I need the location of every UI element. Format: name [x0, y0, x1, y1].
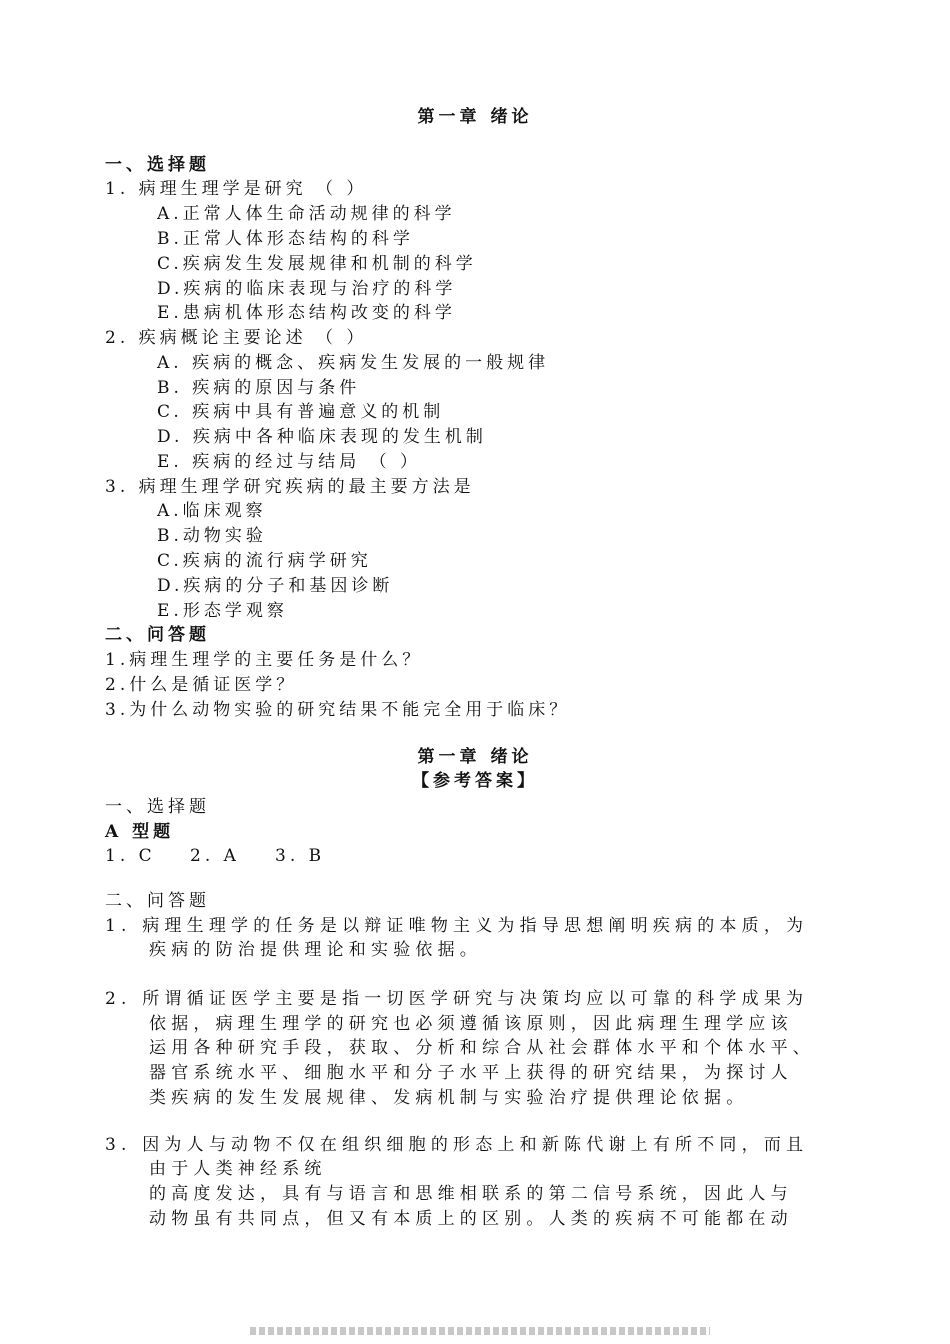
answer-1-line: 疾病的防治提供理论和实验依据。 [149, 940, 482, 960]
question-2-option: B. 疾病的原因与条件 [157, 378, 361, 398]
answer-2-line: 器官系统水平、细胞水平和分子水平上获得的研究结果，为探讨人 [149, 1063, 793, 1083]
answer-choice: 3. B [275, 846, 326, 866]
answer-section-qa: 二、问答题 [105, 891, 210, 911]
question-1-option: A.正常人体生命活动规律的科学 [157, 204, 456, 224]
question-1-option: C.疾病发生发展规律和机制的科学 [157, 254, 477, 274]
question-3-option: C.疾病的流行病学研究 [157, 551, 372, 571]
footer-watermark [250, 1327, 710, 1335]
qa-question: 3.为什么动物实验的研究结果不能完全用于临床？ [105, 700, 571, 720]
question-1-stem: 1. 病理生理学是研究 （ ） [105, 179, 368, 199]
question-2-option: C. 疾病中具有普遍意义的机制 [157, 402, 445, 422]
answer-2-line: 类疾病的发生发展规律、发病机制与实验治疗提供理论依据。 [149, 1088, 749, 1108]
section-heading-choice: 一、选择题 [105, 155, 210, 175]
question-3-stem: 3. 病理生理学研究疾病的最主要方法是 [105, 477, 475, 497]
answer-1-line: 1. 病理生理学的任务是以辩证唯物主义为指导思想阐明疾病的本质，为 [105, 916, 809, 936]
answer-3-line: 动物虽有共同点，但又有本质上的区别。人类的疾病不可能都在动 [149, 1209, 793, 1229]
question-2-option: D. 疾病中各种临床表现的发生机制 [157, 427, 487, 447]
qa-question: 1.病理生理学的主要任务是什么？ [105, 650, 424, 670]
answer-3-line: 的高度发达，具有与语言和思维相联系的第二信号系统，因此人与 [149, 1184, 793, 1204]
answer-section-choice: 一、选择题 [105, 797, 210, 817]
answer-2-line: 运用各种研究手段，获取、分析和综合从社会群体水平和个体水平、 [149, 1038, 815, 1058]
answer-2-line: 依据，病理生理学的研究也必须遵循该原则，因此病理生理学应该 [149, 1014, 793, 1034]
chapter-title: 第一章 绪论 [417, 107, 533, 127]
answer-type-label: A 型题 [105, 822, 175, 842]
question-2-option: E. 疾病的经过与结局 （ ） [157, 452, 422, 472]
question-3-option: A.临床观察 [157, 501, 267, 521]
question-1-option: B.正常人体形态结构的科学 [157, 229, 414, 249]
answer-3-line: 3. 因为人与动物不仅在组织细胞的形态上和新陈代谢上有所不同，而且 [105, 1135, 809, 1155]
answer-choice: 1. C [105, 846, 156, 866]
qa-question: 2.什么是循证医学？ [105, 675, 298, 695]
answer-2-line: 2. 所谓循证医学主要是指一切医学研究与决策均应以可靠的科学成果为 [105, 989, 809, 1009]
question-2-stem: 2. 疾病概论主要论述 （ ） [105, 328, 368, 348]
question-3-option: E.形态学观察 [157, 601, 288, 621]
answer-choice: 2. A [190, 846, 240, 866]
question-2-option: A. 疾病的概念、疾病发生发展的一般规律 [157, 353, 550, 373]
question-3-option: B.动物实验 [157, 526, 267, 546]
question-1-option: E.患病机体形态结构改变的科学 [157, 303, 456, 323]
question-1-option: D.疾病的临床表现与治疗的科学 [157, 279, 457, 299]
chapter-title-answers: 第一章 绪论 [417, 747, 533, 767]
question-3-option: D.疾病的分子和基因诊断 [157, 576, 394, 596]
answer-heading: 【参考答案】 [412, 771, 538, 791]
section-heading-qa: 二、问答题 [105, 625, 210, 645]
answer-3-line: 由于人类神经系统 [149, 1159, 327, 1179]
